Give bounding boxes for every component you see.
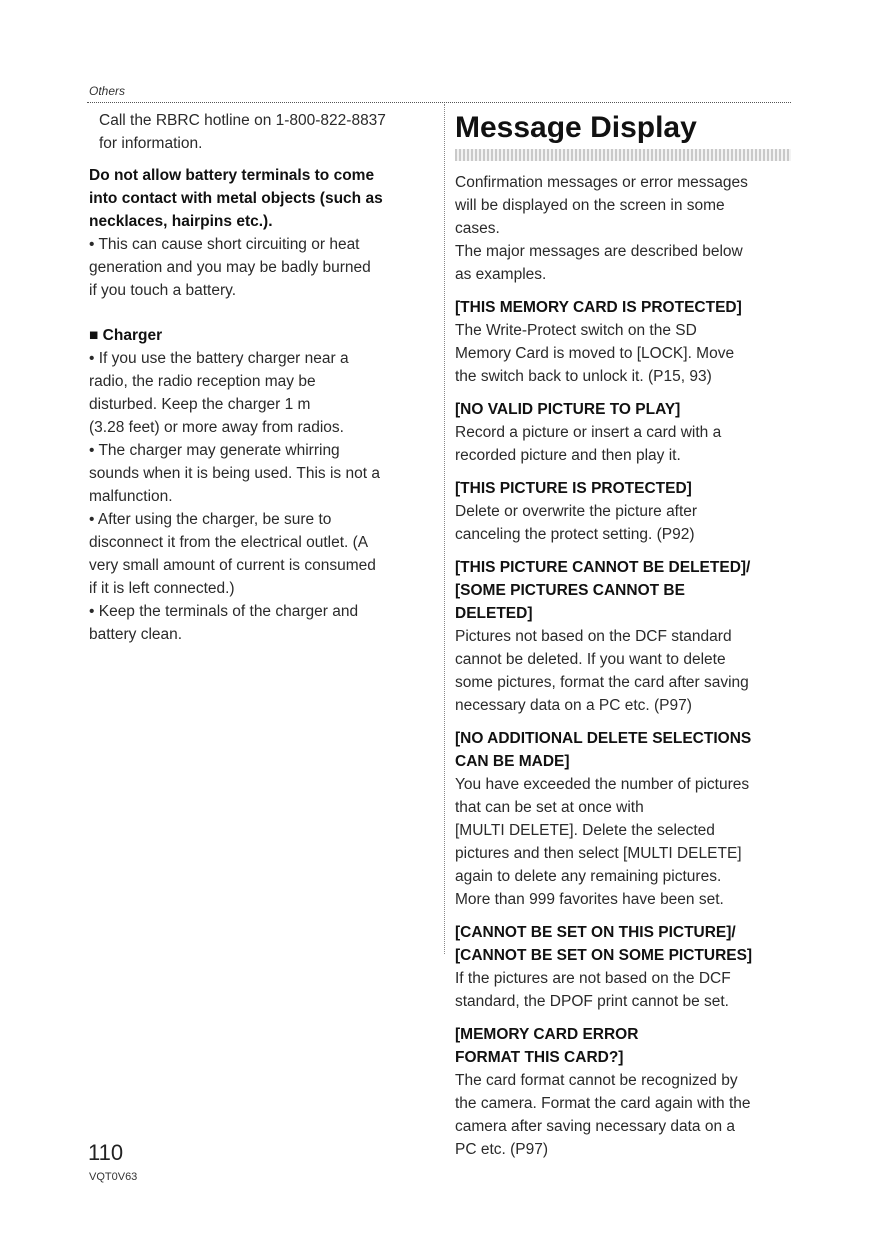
- text-line: The card format cannot be recognized by: [455, 1072, 738, 1089]
- text-line: (3.28 feet) or more away from radios.: [89, 419, 344, 436]
- message-body: [455, 500, 800, 546]
- text-line: FORMAT THIS CARD?]: [455, 1049, 624, 1066]
- section-label: Others: [89, 84, 126, 98]
- text-line: Delete or overwrite the picture after: [455, 503, 698, 520]
- text-line: Pictures not based on the DCF standard: [455, 628, 732, 645]
- text-line: CAN BE MADE]: [455, 753, 570, 770]
- text-line: camera after saving necessary data on a: [455, 1118, 736, 1135]
- message-title: [455, 477, 800, 500]
- text-line: battery clean.: [89, 626, 183, 643]
- text-line: necklaces, hairpins etc.).: [89, 213, 273, 230]
- page-title: Message Display: [455, 111, 697, 144]
- text-line: standard, the DPOF print cannot be set.: [455, 993, 729, 1010]
- text-line: Do not allow battery terminals to come: [89, 167, 375, 184]
- text-line: the switch back to unlock it. (P15, 93): [455, 368, 712, 385]
- charger-bullet: [89, 600, 434, 646]
- text-line: [NO VALID PICTURE TO PLAY]: [455, 401, 681, 418]
- text-line: If the pictures are not based on the DCF: [455, 970, 731, 987]
- text-line: very small amount of current is consumed: [89, 557, 376, 574]
- text-line: generation and you may be badly burned: [89, 259, 371, 276]
- message-title: [455, 556, 800, 625]
- text-line: necessary data on a PC etc. (P97): [455, 697, 692, 714]
- left-column: [89, 109, 434, 646]
- message-body: [455, 773, 800, 911]
- battery-warning: [89, 164, 434, 233]
- text-line: • The charger may generate whirring: [89, 442, 340, 459]
- message-item: [455, 477, 800, 546]
- text-line: sounds when it is being used. This is not a: [89, 465, 380, 482]
- text-line: malfunction.: [89, 488, 173, 505]
- message-body: [455, 319, 800, 388]
- text-line: disturbed. Keep the charger 1 m: [89, 396, 311, 413]
- text-line: The major messages are described below: [455, 243, 743, 260]
- text-line: if it is left connected.): [89, 580, 235, 597]
- text-line: that can be set at once with: [455, 799, 644, 816]
- text-line: again to delete any remaining pictures.: [455, 868, 722, 885]
- charger-heading: ■ Charger: [89, 327, 163, 344]
- text-line: [THIS MEMORY CARD IS PROTECTED]: [455, 299, 742, 316]
- right-column: [455, 109, 800, 1161]
- text-line: canceling the protect setting. (P92): [455, 526, 695, 543]
- message-title: [455, 1023, 800, 1069]
- column-divider: [444, 104, 445, 954]
- message-title: [455, 921, 800, 967]
- text-line: some pictures, format the card after saving: [455, 674, 749, 691]
- rbrc-info: [89, 109, 434, 155]
- text-line: if you touch a battery.: [89, 282, 237, 299]
- text-line: • This can cause short circuiting or heat: [89, 236, 360, 253]
- message-item: [455, 921, 800, 1013]
- text-line: into contact with metal objects (such as: [89, 190, 383, 207]
- text-line: [SOME PICTURES CANNOT BE: [455, 582, 685, 599]
- text-line: [THIS PICTURE IS PROTECTED]: [455, 480, 692, 497]
- message-item: [455, 1023, 800, 1161]
- message-body: [455, 1069, 800, 1161]
- text-line: as examples.: [455, 266, 547, 283]
- heading-underline-bar: [455, 149, 791, 161]
- text-line: [CANNOT BE SET ON SOME PICTURES]: [455, 947, 753, 964]
- text-line: You have exceeded the number of pictures: [455, 776, 750, 793]
- text-line: [NO ADDITIONAL DELETE SELECTIONS: [455, 730, 752, 747]
- text-line: • After using the charger, be sure to: [89, 511, 332, 528]
- text-line: the camera. Format the card again with the: [455, 1095, 751, 1112]
- top-rule: [87, 102, 791, 103]
- text-line: [CANNOT BE SET ON THIS PICTURE]/: [455, 924, 736, 941]
- message-body: [455, 421, 800, 467]
- text-line: disconnect it from the electrical outlet. (A: [89, 534, 369, 551]
- text-line: cannot be deleted. If you want to delete: [455, 651, 726, 668]
- text-line: The Write-Protect switch on the SD: [455, 322, 697, 339]
- text-line: [THIS PICTURE CANNOT BE DELETED]/: [455, 559, 751, 576]
- message-item: [455, 727, 800, 911]
- text-line: DELETED]: [455, 605, 533, 622]
- text-line: will be displayed on the screen in some: [455, 197, 725, 214]
- text-line: Call the RBRC hotline on 1-800-822-8837: [99, 112, 386, 129]
- charger-bullet: [89, 508, 434, 600]
- text-line: pictures and then select [MULTI DELETE]: [455, 845, 742, 862]
- message-intro: [455, 171, 800, 286]
- text-line: recorded picture and then play it.: [455, 447, 681, 464]
- charger-bullet: [89, 347, 434, 439]
- text-line: • If you use the battery charger near a: [89, 350, 349, 367]
- text-line: Memory Card is moved to [LOCK]. Move: [455, 345, 735, 362]
- charger-bullet: [89, 439, 434, 508]
- message-title: [455, 398, 800, 421]
- text-line: • Keep the terminals of the charger and: [89, 603, 359, 620]
- text-line: [MEMORY CARD ERROR: [455, 1026, 639, 1043]
- text-line: for information.: [99, 135, 203, 152]
- page-number: 110: [88, 1140, 124, 1165]
- message-item: [455, 556, 800, 717]
- text-line: Record a picture or insert a card with a: [455, 424, 722, 441]
- model-code: VQT0V63: [89, 1171, 138, 1183]
- message-title: [455, 727, 800, 773]
- message-body: [455, 625, 800, 717]
- text-line: cases.: [455, 220, 500, 237]
- text-line: PC etc. (P97): [455, 1141, 549, 1158]
- message-item: [455, 296, 800, 388]
- text-line: Confirmation messages or error messages: [455, 174, 748, 191]
- text-line: [MULTI DELETE]. Delete the selected: [455, 822, 715, 839]
- warning-bullet: [89, 233, 434, 302]
- text-line: More than 999 favorites have been set.: [455, 891, 724, 908]
- message-body: [455, 967, 800, 1013]
- text-line: radio, the radio reception may be: [89, 373, 316, 390]
- message-title: [455, 296, 800, 319]
- message-item: [455, 398, 800, 467]
